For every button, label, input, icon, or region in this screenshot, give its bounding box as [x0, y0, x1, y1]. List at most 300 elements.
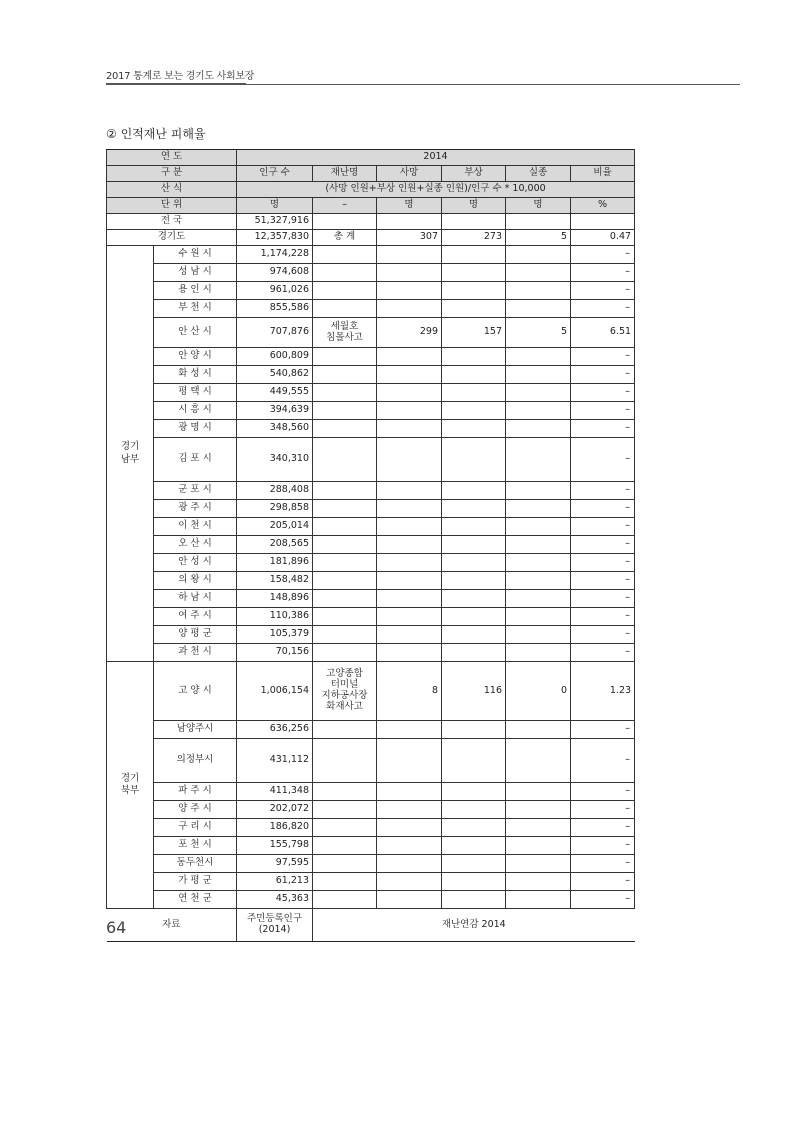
- cell: [506, 500, 571, 518]
- cell: [506, 721, 571, 739]
- city-population: 148,896: [237, 590, 313, 608]
- city-row: [107, 855, 635, 873]
- city-population: 636,256: [237, 721, 313, 739]
- cell: [442, 214, 506, 230]
- cell: [442, 554, 506, 572]
- city-ratio: –: [571, 366, 635, 384]
- cell: [506, 518, 571, 536]
- cell: [377, 572, 442, 590]
- city-ratio: –: [571, 482, 635, 500]
- city-disaster: [313, 739, 377, 783]
- cell: [377, 214, 442, 230]
- city-missing: 0: [506, 662, 571, 721]
- cell: [506, 366, 571, 384]
- city-name: 군 포 시: [154, 482, 237, 500]
- cell: [506, 644, 571, 662]
- unit-injury: 명: [442, 198, 506, 214]
- cell: [506, 855, 571, 873]
- city-row: [107, 500, 635, 518]
- region-label-line: 경기: [120, 772, 140, 784]
- header-row-year: [107, 150, 635, 166]
- city-population: 431,112: [237, 739, 313, 783]
- cell: [377, 282, 442, 300]
- cell: [377, 384, 442, 402]
- city-disaster: [313, 891, 377, 909]
- city-disaster: [313, 644, 377, 662]
- city-ratio: –: [571, 644, 635, 662]
- city-disaster: [313, 500, 377, 518]
- cell: [442, 801, 506, 819]
- cell: [377, 554, 442, 572]
- source-label: 자료: [107, 909, 237, 942]
- city-row: [107, 366, 635, 384]
- province-disaster: 총 계: [313, 230, 377, 246]
- cell: [506, 590, 571, 608]
- cell: [442, 739, 506, 783]
- cell: [506, 264, 571, 282]
- population-source-line: 주민등록인구: [246, 913, 303, 925]
- city-row: [107, 246, 635, 264]
- class-label: 구 분: [107, 166, 237, 182]
- city-ratio: –: [571, 438, 635, 482]
- city-ratio: –: [571, 264, 635, 282]
- city-population: 155,798: [237, 837, 313, 855]
- city-ratio: –: [571, 500, 635, 518]
- city-row: [107, 590, 635, 608]
- city-name: 용 인 시: [154, 282, 237, 300]
- city-name: 화 성 시: [154, 366, 237, 384]
- page-number: 64: [106, 918, 127, 937]
- cell: [442, 482, 506, 500]
- city-row: [107, 837, 635, 855]
- city-name: 광 주 시: [154, 500, 237, 518]
- city-disaster: [313, 518, 377, 536]
- disaster-name-line: 침몰사고: [326, 331, 363, 343]
- city-name: 평 택 시: [154, 384, 237, 402]
- city-row: [107, 891, 635, 909]
- city-name: 양 평 군: [154, 626, 237, 644]
- city-name: 부 천 시: [154, 300, 237, 318]
- cell: [442, 873, 506, 891]
- city-population: 340,310: [237, 438, 313, 482]
- city-disaster: [313, 819, 377, 837]
- city-ratio: –: [571, 246, 635, 264]
- city-population: 70,156: [237, 644, 313, 662]
- city-disaster: [313, 721, 377, 739]
- disaster-name-line: 지하공사장: [321, 690, 368, 701]
- col-death: 사망: [377, 166, 442, 182]
- city-disaster: [313, 282, 377, 300]
- province-label: 경기도: [107, 230, 237, 246]
- disaster-damage-table: [106, 149, 635, 942]
- city-ratio: –: [571, 348, 635, 366]
- formula-label: 산 식: [107, 182, 237, 198]
- city-disaster: [313, 300, 377, 318]
- cell: [377, 590, 442, 608]
- disaster-name-line: 화재사고: [326, 700, 363, 712]
- city-population: 449,555: [237, 384, 313, 402]
- cell: [506, 300, 571, 318]
- city-row: [107, 384, 635, 402]
- cell: [377, 264, 442, 282]
- cell: [442, 282, 506, 300]
- cell: [506, 438, 571, 482]
- city-population: 298,858: [237, 500, 313, 518]
- city-ratio: –: [571, 626, 635, 644]
- cell: [506, 626, 571, 644]
- disaster-name-line: 세월호: [330, 320, 359, 332]
- col-ratio: 비율: [571, 166, 635, 182]
- region-label-line: 경기: [120, 441, 140, 453]
- city-population: 961,026: [237, 282, 313, 300]
- city-population: 97,595: [237, 855, 313, 873]
- col-population: 인구 수: [237, 166, 313, 182]
- cell: [442, 264, 506, 282]
- cell: [377, 801, 442, 819]
- city-disaster: [313, 608, 377, 626]
- cell: [506, 783, 571, 801]
- city-row: [107, 282, 635, 300]
- city-name: 가 평 군: [154, 873, 237, 891]
- cell: [506, 348, 571, 366]
- running-header: 2017 통계로 보는 경기도 사회보장: [106, 71, 255, 82]
- province-missing: 5: [506, 230, 571, 246]
- col-disaster: 재난명: [313, 166, 377, 182]
- city-ratio: –: [571, 420, 635, 438]
- city-population: 540,862: [237, 366, 313, 384]
- cell: [313, 214, 377, 230]
- city-row: [107, 783, 635, 801]
- city-row: [107, 662, 635, 721]
- cell: [506, 384, 571, 402]
- unit-missing: 명: [506, 198, 571, 214]
- province-population: 12,357,830: [237, 230, 313, 246]
- city-name: 오 산 시: [154, 536, 237, 554]
- city-ratio: –: [571, 739, 635, 783]
- cell: [442, 366, 506, 384]
- city-name: 파 주 시: [154, 783, 237, 801]
- province-row: [107, 230, 635, 246]
- city-name: 김 포 시: [154, 438, 237, 482]
- cell: [442, 246, 506, 264]
- city-disaster: [313, 801, 377, 819]
- city-disaster: [313, 572, 377, 590]
- header-row-columns: [107, 166, 635, 182]
- city-disaster: [313, 438, 377, 482]
- city-population: 348,560: [237, 420, 313, 438]
- header-row-unit: [107, 198, 635, 214]
- cell: [442, 300, 506, 318]
- city-name: 고 양 시: [154, 662, 237, 721]
- unit-disaster: –: [313, 198, 377, 214]
- city-population: 411,348: [237, 783, 313, 801]
- year-label: 연 도: [107, 150, 237, 166]
- city-row: [107, 482, 635, 500]
- city-population: 181,896: [237, 554, 313, 572]
- disaster-name-line: 터미널: [330, 679, 359, 691]
- city-population: 1,006,154: [237, 662, 313, 721]
- city-row: [107, 554, 635, 572]
- city-name: 수 원 시: [154, 246, 237, 264]
- cell: [506, 891, 571, 909]
- unit-death: 명: [377, 198, 442, 214]
- cell: [506, 536, 571, 554]
- city-name: 남양주시: [154, 721, 237, 739]
- city-disaster: [313, 384, 377, 402]
- city-ratio: –: [571, 837, 635, 855]
- cell: [506, 420, 571, 438]
- cell: [377, 819, 442, 837]
- city-disaster: [313, 402, 377, 420]
- cell: [442, 608, 506, 626]
- region-label-line: 북부: [120, 785, 140, 796]
- cell: [442, 438, 506, 482]
- city-population: 600,809: [237, 348, 313, 366]
- city-ratio: –: [571, 384, 635, 402]
- city-name: 동두천시: [154, 855, 237, 873]
- section-title: ② 인적재난 피해율: [106, 127, 206, 141]
- city-ratio: –: [571, 402, 635, 420]
- cell: [506, 554, 571, 572]
- cell: [377, 891, 442, 909]
- city-death: 8: [377, 662, 442, 721]
- cell: [506, 214, 571, 230]
- city-row: [107, 348, 635, 366]
- province-injury: 273: [442, 230, 506, 246]
- cell: [377, 608, 442, 626]
- city-row: [107, 644, 635, 662]
- city-population: 186,820: [237, 819, 313, 837]
- cell: [377, 873, 442, 891]
- cell: [506, 739, 571, 783]
- city-population: 110,386: [237, 608, 313, 626]
- city-ratio: –: [571, 608, 635, 626]
- cell: [506, 572, 571, 590]
- population-source: [237, 909, 313, 942]
- city-disaster: [313, 366, 377, 384]
- cell: [506, 402, 571, 420]
- cell: [506, 819, 571, 837]
- city-population: 105,379: [237, 626, 313, 644]
- cell: [506, 873, 571, 891]
- cell: [506, 837, 571, 855]
- city-population: 974,608: [237, 264, 313, 282]
- city-population: 707,876: [237, 318, 313, 348]
- city-injury: 116: [442, 662, 506, 721]
- city-disaster: [313, 420, 377, 438]
- cell: [442, 536, 506, 554]
- city-disaster: [313, 855, 377, 873]
- cell: [506, 608, 571, 626]
- city-disaster: [313, 536, 377, 554]
- city-name: 하 남 시: [154, 590, 237, 608]
- city-row: [107, 264, 635, 282]
- disaster-name-line: 고양종합: [326, 668, 363, 680]
- city-population: 202,072: [237, 801, 313, 819]
- cell: [377, 855, 442, 873]
- disaster-source: 재난연감 2014: [313, 909, 635, 942]
- city-death: 299: [377, 318, 442, 348]
- city-row: [107, 626, 635, 644]
- city-population: 158,482: [237, 572, 313, 590]
- city-disaster: [313, 837, 377, 855]
- unit-label: 단 위: [107, 198, 237, 214]
- region-label: [107, 662, 154, 909]
- col-injury: 부상: [442, 166, 506, 182]
- cell: [442, 626, 506, 644]
- cell: [442, 402, 506, 420]
- city-ratio: –: [571, 783, 635, 801]
- cell: [442, 855, 506, 873]
- national-population: 51,327,916: [237, 214, 313, 230]
- cell: [377, 721, 442, 739]
- city-ratio: –: [571, 891, 635, 909]
- city-ratio: –: [571, 300, 635, 318]
- city-row: [107, 801, 635, 819]
- city-ratio: –: [571, 590, 635, 608]
- city-row: [107, 438, 635, 482]
- city-ratio: –: [571, 282, 635, 300]
- cell: [442, 348, 506, 366]
- city-row: [107, 721, 635, 739]
- city-disaster: [313, 662, 377, 721]
- cell: [377, 300, 442, 318]
- city-name: 의 왕 시: [154, 572, 237, 590]
- cell: [442, 384, 506, 402]
- city-ratio: –: [571, 801, 635, 819]
- city-name: 안 성 시: [154, 554, 237, 572]
- source-row: [107, 909, 635, 942]
- city-population: 45,363: [237, 891, 313, 909]
- city-row: [107, 518, 635, 536]
- city-population: 1,174,228: [237, 246, 313, 264]
- cell: [442, 518, 506, 536]
- year-value: 2014: [237, 150, 635, 166]
- city-disaster: [313, 554, 377, 572]
- national-row: [107, 214, 635, 230]
- city-ratio: –: [571, 536, 635, 554]
- city-disaster: [313, 873, 377, 891]
- cell: [442, 572, 506, 590]
- city-row: [107, 873, 635, 891]
- cell: [571, 214, 635, 230]
- cell: [377, 500, 442, 518]
- city-disaster: [313, 246, 377, 264]
- header-rule-accent: [106, 83, 246, 85]
- city-ratio: –: [571, 855, 635, 873]
- city-disaster: [313, 482, 377, 500]
- cell: [442, 590, 506, 608]
- cell: [377, 246, 442, 264]
- cell: [442, 819, 506, 837]
- city-row: [107, 318, 635, 348]
- cell: [377, 837, 442, 855]
- city-ratio: –: [571, 721, 635, 739]
- cell: [442, 420, 506, 438]
- city-name: 여 주 시: [154, 608, 237, 626]
- city-row: [107, 572, 635, 590]
- cell: [377, 739, 442, 783]
- city-disaster: [313, 783, 377, 801]
- national-label: 전 국: [107, 214, 237, 230]
- city-ratio: 1.23: [571, 662, 635, 721]
- cell: [506, 282, 571, 300]
- city-population: 855,586: [237, 300, 313, 318]
- city-ratio: 6.51: [571, 318, 635, 348]
- cell: [377, 536, 442, 554]
- cell: [506, 246, 571, 264]
- cell: [377, 348, 442, 366]
- city-population: 205,014: [237, 518, 313, 536]
- unit-ratio: %: [571, 198, 635, 214]
- cell: [377, 644, 442, 662]
- city-disaster: [313, 590, 377, 608]
- city-missing: 5: [506, 318, 571, 348]
- cell: [442, 783, 506, 801]
- city-row: [107, 420, 635, 438]
- formula: (사망 인원+부상 인원+실종 인원)/인구 수 * 10,000: [237, 182, 635, 198]
- population-source-line: (2014): [258, 924, 291, 935]
- cell: [377, 402, 442, 420]
- cell: [442, 644, 506, 662]
- city-name: 양 주 시: [154, 801, 237, 819]
- cell: [442, 500, 506, 518]
- city-population: 394,639: [237, 402, 313, 420]
- cell: [377, 783, 442, 801]
- cell: [506, 801, 571, 819]
- city-name: 안 양 시: [154, 348, 237, 366]
- cell: [442, 837, 506, 855]
- city-row: [107, 608, 635, 626]
- cell: [377, 366, 442, 384]
- cell: [377, 518, 442, 536]
- region-label-line: 남부: [120, 453, 140, 465]
- header-rule: [246, 84, 740, 85]
- city-name: 이 천 시: [154, 518, 237, 536]
- region-label: [107, 246, 154, 662]
- city-ratio: –: [571, 873, 635, 891]
- cell: [442, 891, 506, 909]
- cell: [377, 420, 442, 438]
- city-disaster: [313, 626, 377, 644]
- city-name: 구 리 시: [154, 819, 237, 837]
- city-ratio: –: [571, 518, 635, 536]
- city-name: 성 남 시: [154, 264, 237, 282]
- city-row: [107, 300, 635, 318]
- province-ratio: 0.47: [571, 230, 635, 246]
- city-name: 시 흥 시: [154, 402, 237, 420]
- city-injury: 157: [442, 318, 506, 348]
- cell: [377, 482, 442, 500]
- city-name: 의정부시: [154, 739, 237, 783]
- city-disaster: [313, 264, 377, 282]
- cell: [506, 482, 571, 500]
- city-row: [107, 739, 635, 783]
- city-disaster: [313, 318, 377, 348]
- city-row: [107, 402, 635, 420]
- city-ratio: –: [571, 572, 635, 590]
- city-name: 과 천 시: [154, 644, 237, 662]
- city-name: 연 천 군: [154, 891, 237, 909]
- city-population: 288,408: [237, 482, 313, 500]
- cell: [377, 626, 442, 644]
- cell: [442, 721, 506, 739]
- col-missing: 실종: [506, 166, 571, 182]
- city-row: [107, 536, 635, 554]
- cell: [377, 438, 442, 482]
- city-population: 208,565: [237, 536, 313, 554]
- city-population: 61,213: [237, 873, 313, 891]
